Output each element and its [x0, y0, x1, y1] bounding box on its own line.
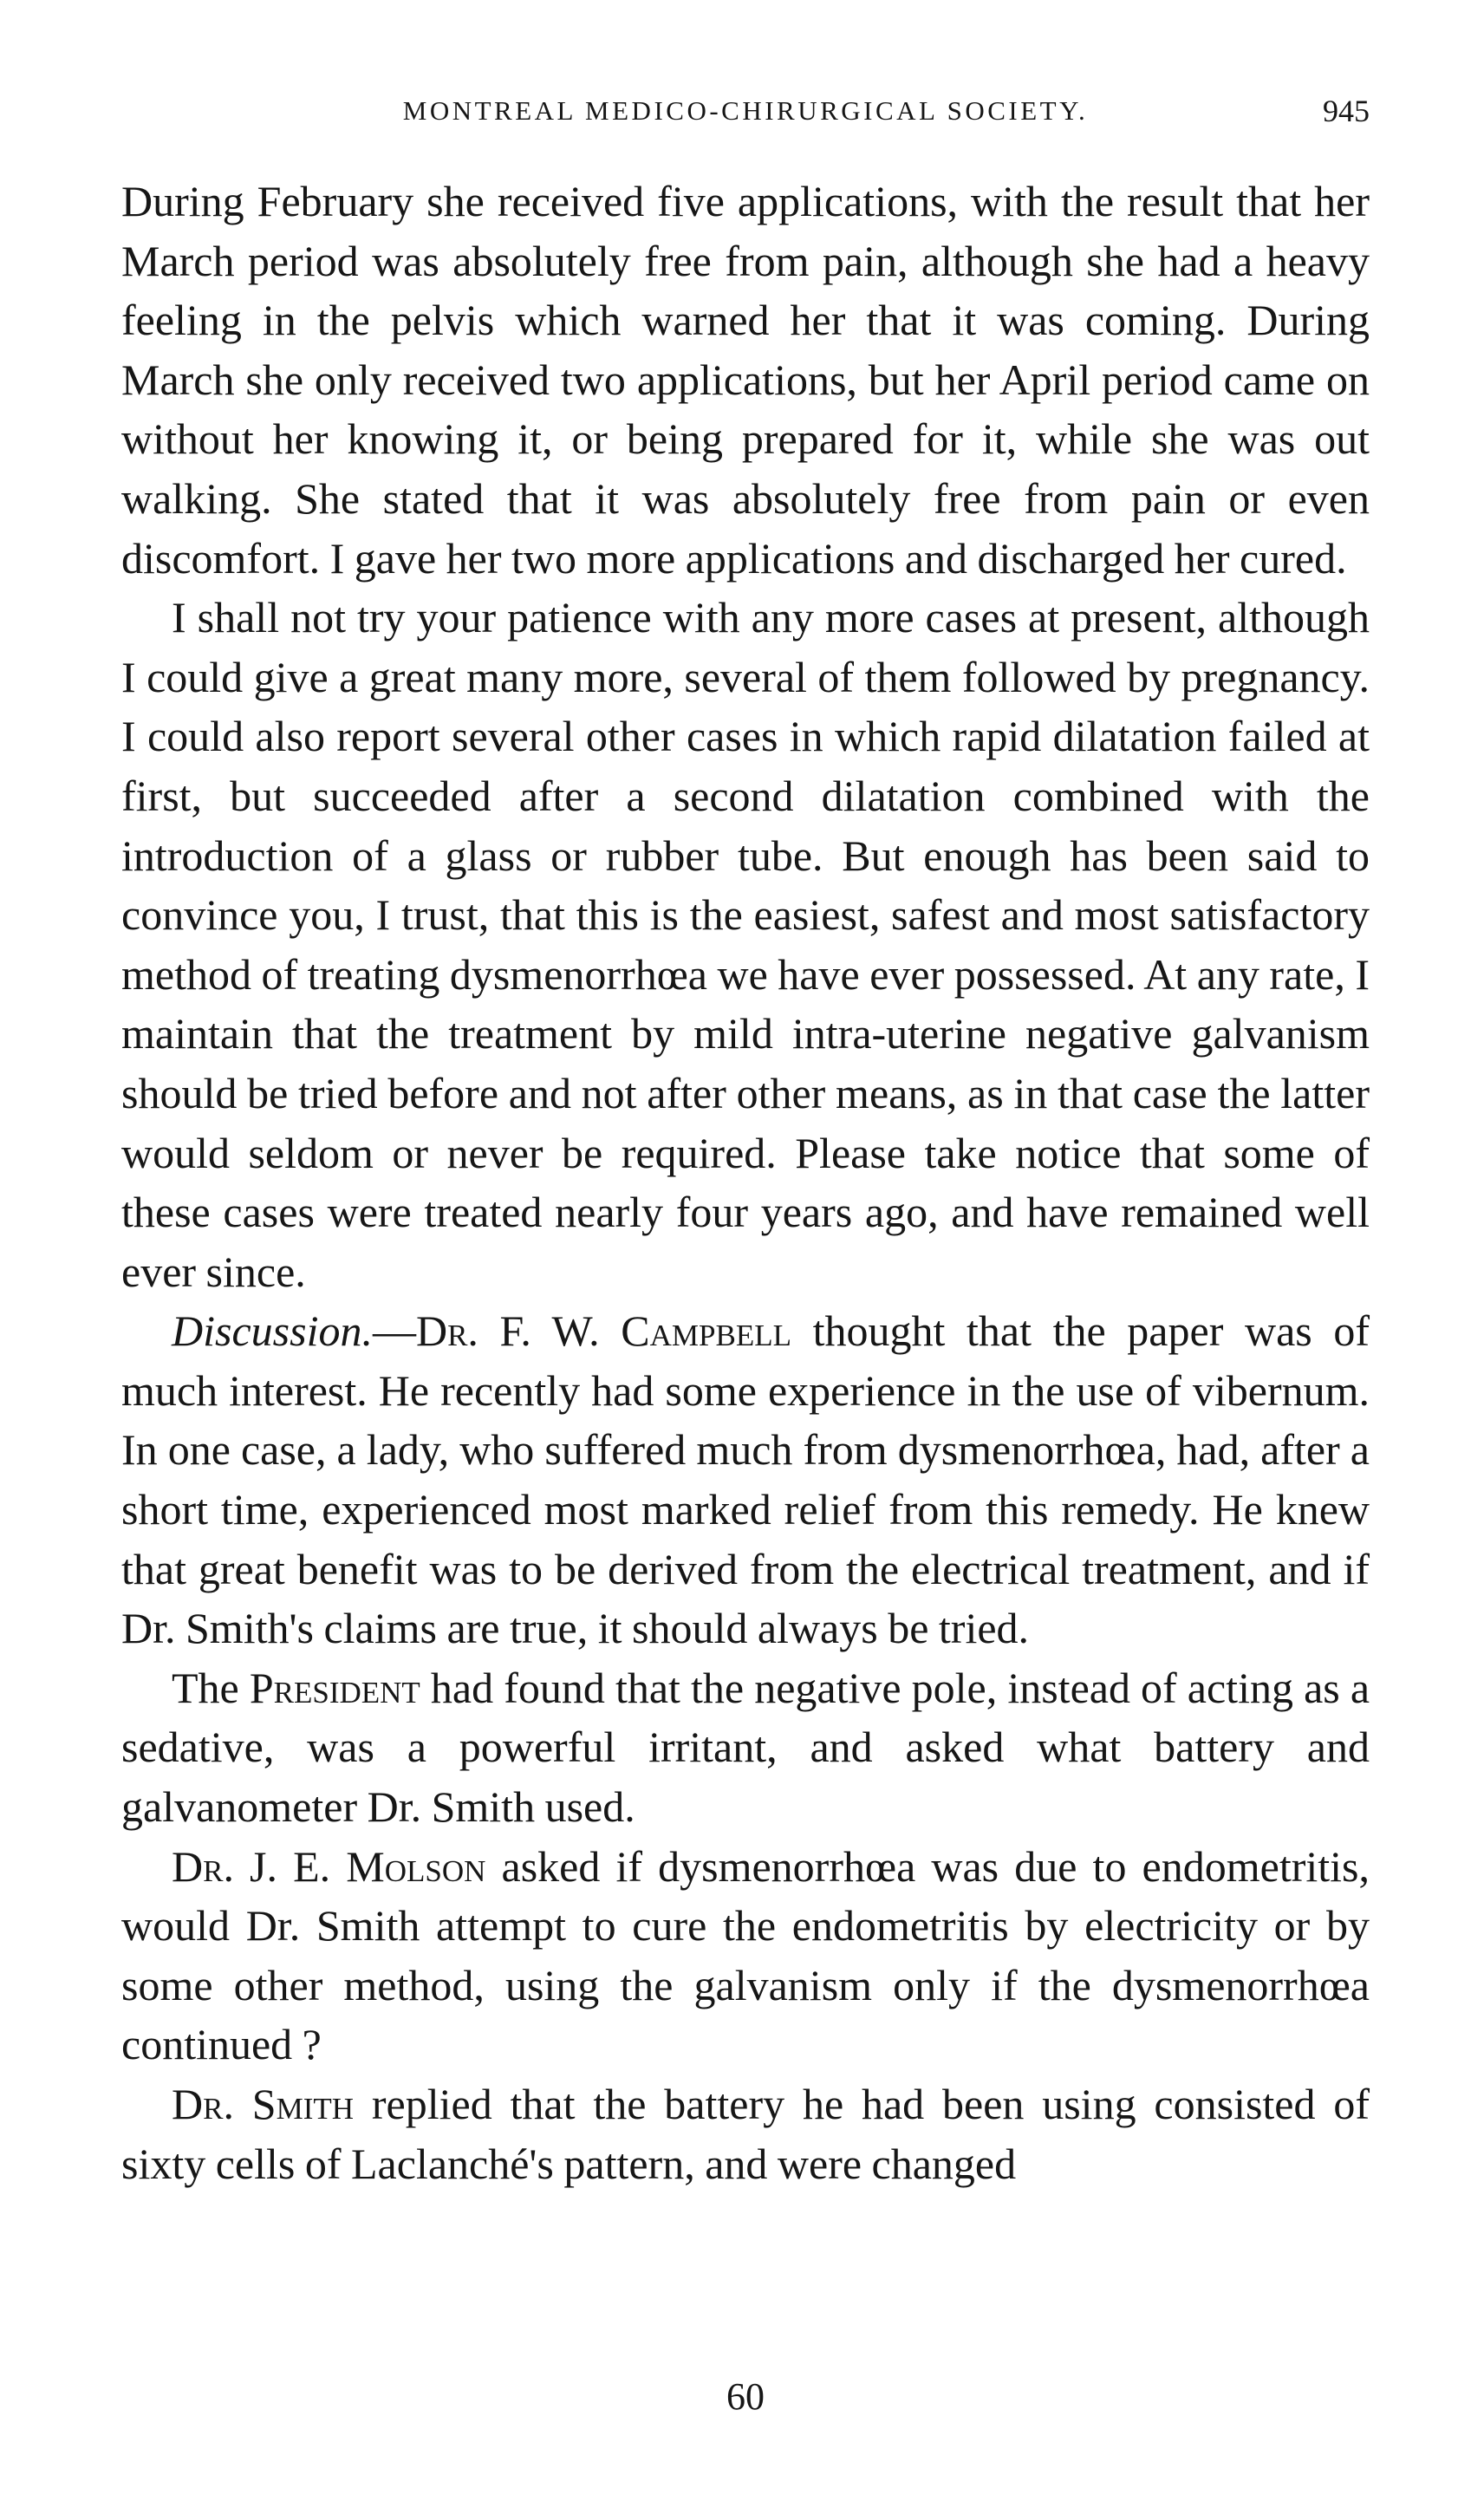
smith-reply: replied that the battery he had been using consisted of sixty cells of Laclanché's pattern, and were changed: [121, 2080, 1370, 2188]
em-dash: —: [372, 1306, 416, 1356]
signature-mark: 60: [726, 2375, 765, 2418]
speaker-campbell: Dr. F. W. Campbell: [415, 1306, 791, 1356]
paragraph-molson: [121, 1837, 1370, 2074]
president-remarks: had found that the negative pole, instead of acting as a sedative, was a powerful irritant, and asked what battery and galvanometer Dr. Smith used.: [121, 1663, 1370, 1832]
molson-remarks: asked if dysmenorrhœa was due to endometritis, would Dr. Smith attempt to cure the endometritis by electricity or by some other method, using the galvanism only if the dysmenorrhœa continued ?: [121, 1841, 1370, 2069]
speaker-president: President: [249, 1663, 420, 1712]
paragraph-smith-reply: [121, 2074, 1370, 2193]
running-head: [121, 85, 1370, 137]
speaker-molson: Dr. J. E. Molson: [172, 1841, 486, 1891]
body-text: [121, 172, 1370, 2193]
president-prefix: The: [172, 1663, 250, 1712]
page-number: 945: [1323, 94, 1370, 128]
discussion-heading: Discussion.: [172, 1306, 373, 1356]
running-title: MONTREAL MEDICO-CHIRURGICAL SOCIETY.: [402, 95, 1089, 126]
paragraph-president: [121, 1658, 1370, 1837]
paragraph-discussion: [121, 1301, 1370, 1658]
paragraph-case-conclusion: During February she received five applications, with the result that her March period was absolutely free from pain, although she had a heavy feeling in the pelvis which warned her that it was coming. During March she only received two applications, but her April period came on without her knowing it, or being prepared for it, while she was out walking. She stated that it was absolutely free from pain or even discomfort. I gave her two more applications and discharged her cured.: [121, 177, 1370, 583]
speaker-smith: Dr. Smith: [172, 2080, 355, 2128]
paragraph-summary: I shall not try your patience with any more cases at present, although I could give a great many more, several of them followed by pregnancy. I could also report several other cases in which rapid dilatation failed at first, but succeeded after a second dilatation combined with the introduction of a glass or rubber tube. But enough has been said to convince you, I trust, that this is the easiest, safest and most satisfactory method of treating dysmenorrhœa we have ever possessed. At any rate, I maintain that the treatment by mild intra-uterine negative galvanism should be tried before and not after other means, as in that case the latter would seldom or never be required. Please take notice that some of these cases were treated nearly four years ago, and have remained well ever since.: [121, 593, 1370, 1296]
campbell-remarks: thought that the paper was of much interest. He recently had some experience in the use of vibernum. In one case, a lady, who suffered much from dysmenorrhœa, had, after a short time, experienced most marked relief from this remedy. He knew that great benefit was to be derived from the electrical treatment, and if Dr. Smith's claims are true, it should always be tried.: [121, 1306, 1370, 1653]
